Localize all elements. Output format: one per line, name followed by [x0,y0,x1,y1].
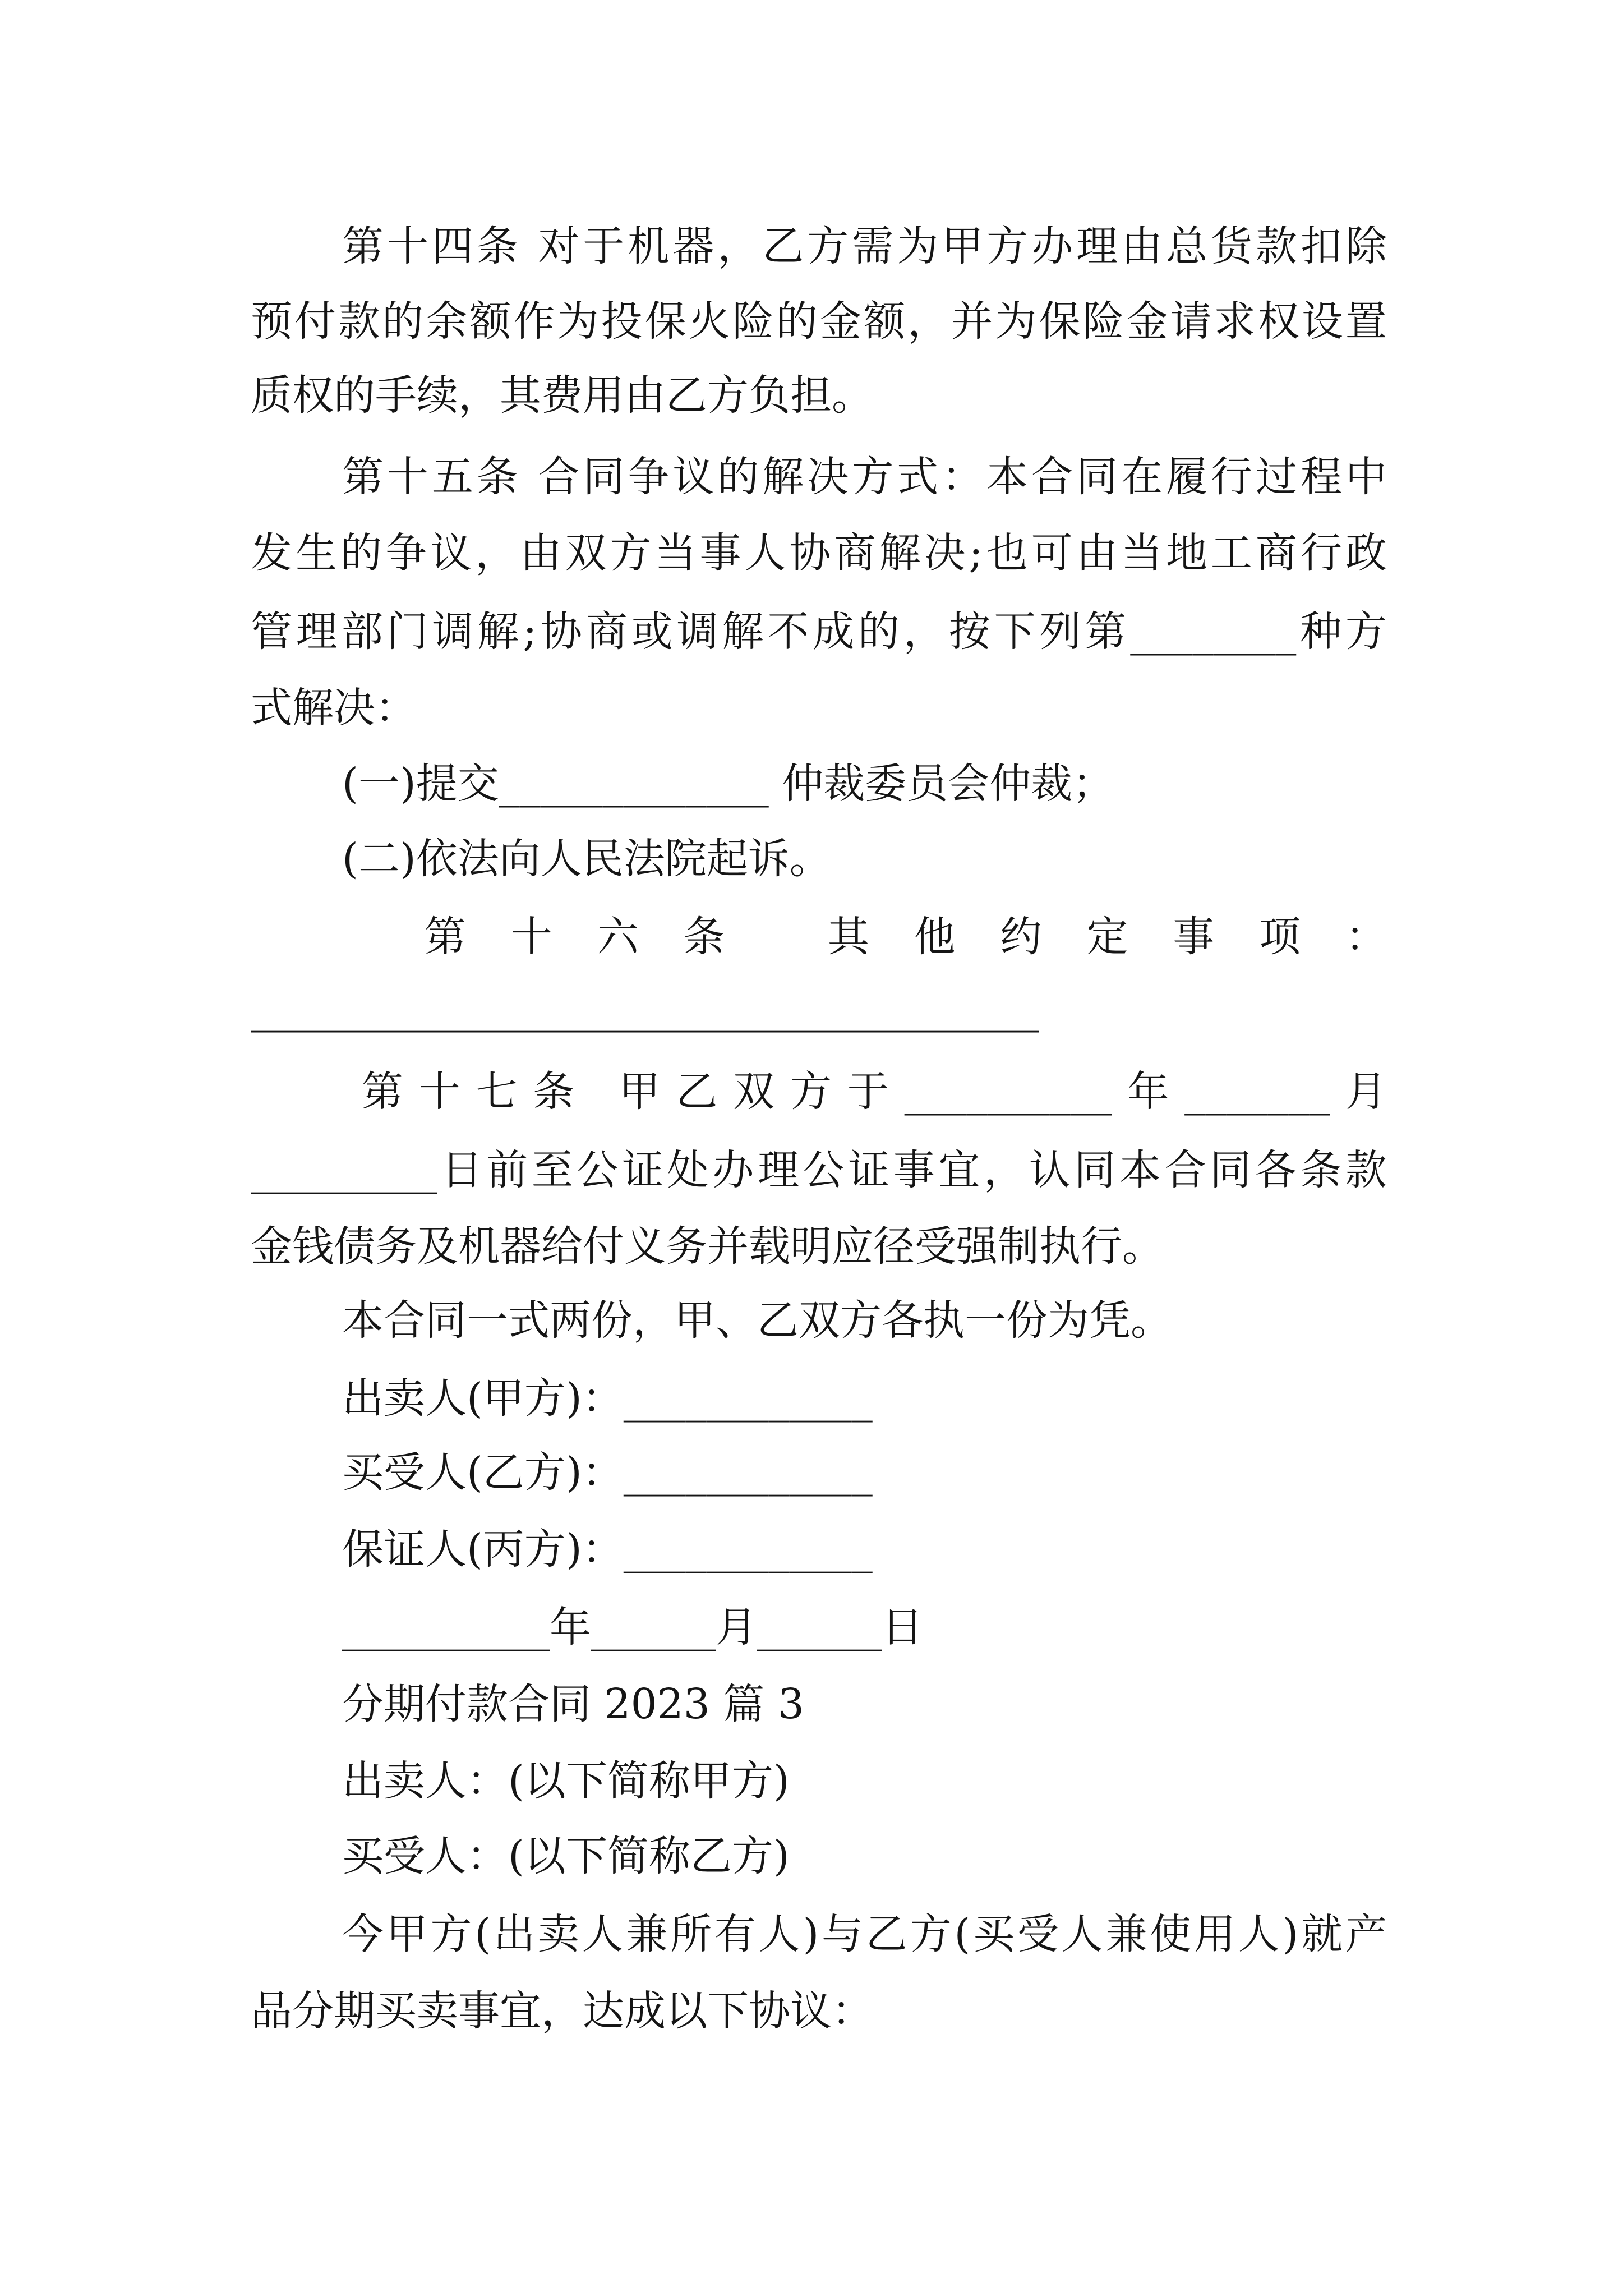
article-15-line-1: 第十五条 合同争议的解决方式：本合同在履行过程中 [342,453,1387,501]
signature-date-line: __________年______月______日 [342,1603,923,1651]
article-15-line-3: 管理部门调解;协商或调解不成的，按下列第________种方 [251,608,1387,656]
article-16-blank-line: ______________________________________ [251,984,1039,1033]
signature-guarantor: 保证人(丙方)：____________ [342,1525,873,1573]
party-buyer: 买受人：(以下简称乙方) [342,1832,790,1880]
article-16-line-1: 第十六条 其他约定事项： [425,913,1387,961]
article-14-line-1: 第十四条 对于机器，乙方需为甲方办理由总货款扣除 [342,222,1387,270]
article-17-line-2: _________日前至公证处办理公证事宜，认同本合同各条款 [251,1146,1387,1194]
article-14-line-2: 预付款的余额作为投保火险的金额，并为保险金请求权设置 [251,297,1387,346]
dispute-option-arbitration: (一)提交_____________ 仲裁委员会仲裁； [342,760,1114,808]
dispute-option-litigation: (二)依法向人民法院起诉。 [342,835,831,883]
preamble-line-2: 品分期买卖事宜，达成以下协议： [251,1987,873,2035]
section-heading: 分期付款合同 2023 篇 3 [342,1680,804,1728]
copies-clause: 本合同一式两份，甲、乙双方各执一份为凭。 [342,1296,1172,1345]
signature-seller: 出卖人(甲方)：____________ [342,1374,873,1423]
article-17-line-1: 第十七条 甲乙双方于__________年_______月 [362,1068,1387,1116]
preamble-line-1: 今甲方(出卖人兼所有人)与乙方(买受人兼使用人)就产 [342,1910,1387,1958]
article-14-line-3: 质权的手续，其费用由乙方负担。 [251,371,873,420]
party-seller: 出卖人：(以下简称甲方) [342,1757,790,1805]
article-15-line-2: 发生的争议，由双方当事人协商解决;也可由当地工商行政 [251,529,1387,577]
article-15-line-4: 式解决： [251,684,417,732]
article-17-line-3: 金钱债务及机器给付义务并载明应径受强制执行。 [251,1222,1164,1271]
signature-buyer: 买受人(乙方)：____________ [342,1448,873,1497]
